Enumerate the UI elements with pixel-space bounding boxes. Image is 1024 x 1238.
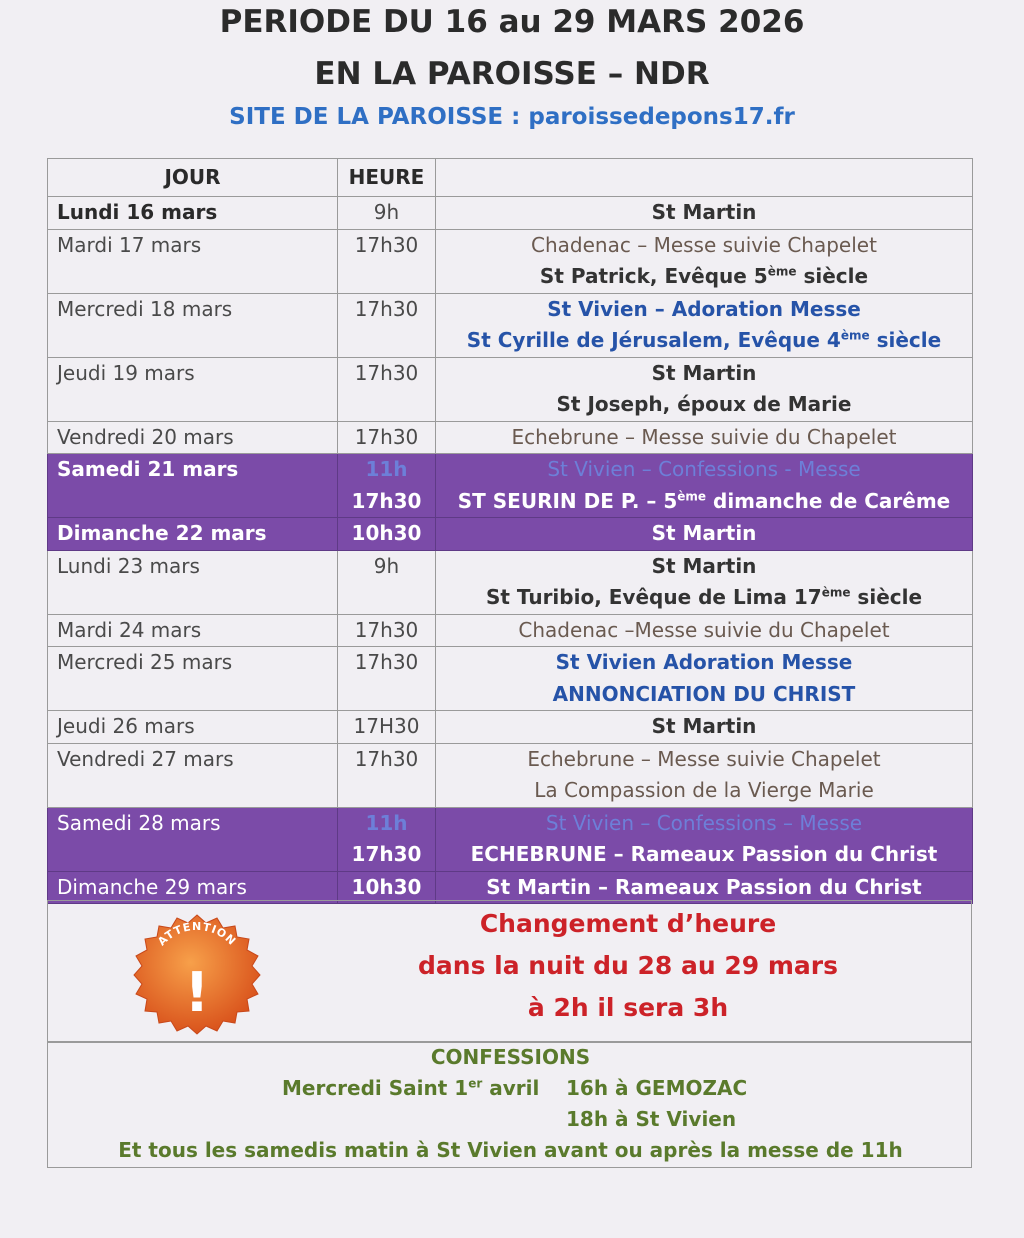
event-line bbox=[436, 582, 972, 614]
notice-line1: Changement d’heure bbox=[479, 909, 777, 938]
site-url-link[interactable]: paroissedepons17.fr bbox=[528, 104, 795, 130]
table-row bbox=[48, 421, 973, 454]
site-label: SITE DE LA PAROISSE : bbox=[229, 104, 521, 130]
table-row bbox=[48, 711, 973, 744]
row-day: Vendredi 20 mars bbox=[48, 421, 338, 454]
parish-site bbox=[0, 104, 1024, 130]
notice-line3: à 2h il sera 3h bbox=[527, 993, 729, 1022]
event-line: St Vivien – Confessions – Messe bbox=[545, 810, 863, 835]
badge-label: ATTENTION bbox=[155, 919, 239, 949]
notice-line2: dans la nuit du 28 au 29 mars bbox=[418, 951, 838, 980]
event-line: St Martin bbox=[651, 553, 757, 578]
event-line: ANNONCIATION DU CHRIST bbox=[552, 681, 856, 706]
event-text: St Turibio, Evêque de Lima 17 bbox=[485, 585, 822, 609]
row-event bbox=[436, 357, 973, 421]
row-day: Mercredi 18 mars bbox=[48, 293, 338, 357]
table-row bbox=[48, 550, 973, 614]
row-hour: 17h30 bbox=[338, 421, 436, 454]
table-row bbox=[48, 293, 973, 357]
row-day: Lundi 16 mars bbox=[48, 197, 338, 230]
row-day: Mardi 17 mars bbox=[48, 229, 338, 293]
row-event bbox=[436, 647, 973, 711]
col-header-day: JOUR bbox=[48, 159, 338, 197]
table-row bbox=[48, 647, 973, 711]
event-sup: ème bbox=[767, 264, 797, 279]
row-day: Samedi 28 mars bbox=[48, 807, 338, 871]
row-hour: 9h bbox=[338, 197, 436, 230]
event-line: ECHEBRUNE – Rameaux Passion du Christ bbox=[470, 842, 938, 866]
confessions-day bbox=[282, 1076, 539, 1100]
event-text: ST SEURIN DE P. – 5 bbox=[457, 488, 678, 513]
event-sup: ème bbox=[677, 488, 707, 503]
row-day: Samedi 21 mars bbox=[48, 454, 338, 518]
event-text: St Cyrille de Jérusalem, Evêque 4 bbox=[466, 328, 841, 352]
event-text: siècle bbox=[869, 328, 942, 352]
confessions-footer: Et tous les samedis matin à St Vivien avant ou après la messe de 11h bbox=[118, 1138, 903, 1162]
event-text: St Patrick, Evêque 5 bbox=[539, 264, 768, 288]
hour-line: 17h30 bbox=[351, 488, 422, 513]
notice-message bbox=[388, 903, 868, 1029]
time-change-notice bbox=[47, 900, 972, 1042]
confessions-day-text: avril bbox=[482, 1076, 540, 1100]
col-header-hour: HEURE bbox=[338, 159, 436, 197]
row-hour: 17h30 bbox=[338, 614, 436, 647]
table-row bbox=[48, 614, 973, 647]
confessions-time2: 18h à St Vivien bbox=[566, 1107, 737, 1131]
row-day: Vendredi 27 mars bbox=[48, 743, 338, 807]
row-event: St Martin bbox=[436, 197, 973, 230]
attention-badge-icon bbox=[122, 913, 272, 1035]
confessions-section bbox=[47, 1042, 972, 1168]
event-sup: ème bbox=[840, 328, 870, 343]
confessions-time1: 16h à GEMOZAC bbox=[566, 1076, 748, 1100]
event-line: St Vivien Adoration Messe bbox=[555, 650, 853, 674]
table-row bbox=[48, 454, 973, 518]
row-event: Echebrune – Messe suivie du Chapelet bbox=[436, 421, 973, 454]
row-event bbox=[436, 743, 973, 807]
event-line bbox=[436, 325, 972, 357]
table-row bbox=[48, 357, 973, 421]
row-event bbox=[436, 807, 973, 871]
hour-line: 17h30 bbox=[351, 842, 422, 866]
table-header-row bbox=[48, 159, 973, 197]
col-header-event bbox=[436, 159, 973, 197]
event-line: St Vivien – Confessions - Messe bbox=[547, 457, 861, 481]
event-line: Chadenac – Messe suivie Chapelet bbox=[531, 232, 877, 257]
row-event: Chadenac –Messe suivie du Chapelet bbox=[436, 614, 973, 647]
event-line: La Compassion de la Vierge Marie bbox=[534, 778, 874, 802]
table-row bbox=[48, 743, 973, 807]
row-hour: 17h30 bbox=[338, 647, 436, 711]
hour-line: 11h bbox=[365, 810, 408, 835]
event-line: St Martin bbox=[651, 360, 757, 385]
event-text: siècle bbox=[796, 264, 869, 288]
schedule-table bbox=[47, 158, 973, 904]
row-event bbox=[436, 454, 973, 518]
row-event: St Martin bbox=[436, 711, 973, 744]
row-hour: 17h30 bbox=[338, 229, 436, 293]
row-day: Mercredi 25 mars bbox=[48, 647, 338, 711]
page-title-line2: EN LA PAROISSE – NDR bbox=[314, 56, 710, 92]
row-hour: 10h30 bbox=[338, 518, 436, 551]
row-hour: 17h30 bbox=[338, 357, 436, 421]
row-hour: 17h30 bbox=[338, 743, 436, 807]
row-hour bbox=[338, 807, 436, 871]
badge-exclamation: ! bbox=[184, 961, 210, 1024]
event-line: Echebrune – Messe suivie Chapelet bbox=[527, 746, 881, 771]
row-hour: 10h30 bbox=[338, 871, 436, 904]
row-day: Dimanche 29 mars bbox=[48, 871, 338, 904]
row-day: Jeudi 19 mars bbox=[48, 357, 338, 421]
table-row bbox=[48, 518, 973, 551]
row-event bbox=[436, 229, 973, 293]
row-day: Jeudi 26 mars bbox=[48, 711, 338, 744]
row-hour: 17H30 bbox=[338, 711, 436, 744]
confessions-title: CONFESSIONS bbox=[430, 1045, 591, 1069]
row-hour bbox=[338, 454, 436, 518]
table-row bbox=[48, 229, 973, 293]
event-line: St Vivien – Adoration Messe bbox=[547, 296, 861, 321]
row-hour: 9h bbox=[338, 550, 436, 614]
row-event: St Martin bbox=[436, 518, 973, 551]
table-row bbox=[48, 197, 973, 230]
hour-line: 11h bbox=[365, 457, 408, 481]
confessions-day-text: Mercredi Saint 1 bbox=[282, 1076, 469, 1100]
row-day: Lundi 23 mars bbox=[48, 550, 338, 614]
event-sup: ème bbox=[821, 585, 851, 600]
confessions-day-sup: er bbox=[468, 1076, 483, 1091]
event-text: dimanche de Carême bbox=[706, 488, 951, 513]
row-day: Dimanche 22 mars bbox=[48, 518, 338, 551]
table-row bbox=[48, 871, 973, 904]
page-title-line1: PERIODE DU 16 au 29 MARS 2026 bbox=[219, 4, 805, 40]
row-event bbox=[436, 293, 973, 357]
row-hour: 17h30 bbox=[338, 293, 436, 357]
event-line: St Joseph, époux de Marie bbox=[556, 392, 852, 416]
row-day: Mardi 24 mars bbox=[48, 614, 338, 647]
event-line bbox=[436, 486, 972, 518]
event-text: siècle bbox=[850, 585, 923, 609]
event-line bbox=[436, 261, 972, 293]
row-event bbox=[436, 550, 973, 614]
table-row bbox=[48, 807, 973, 871]
row-event: St Martin – Rameaux Passion du Christ bbox=[436, 871, 973, 904]
